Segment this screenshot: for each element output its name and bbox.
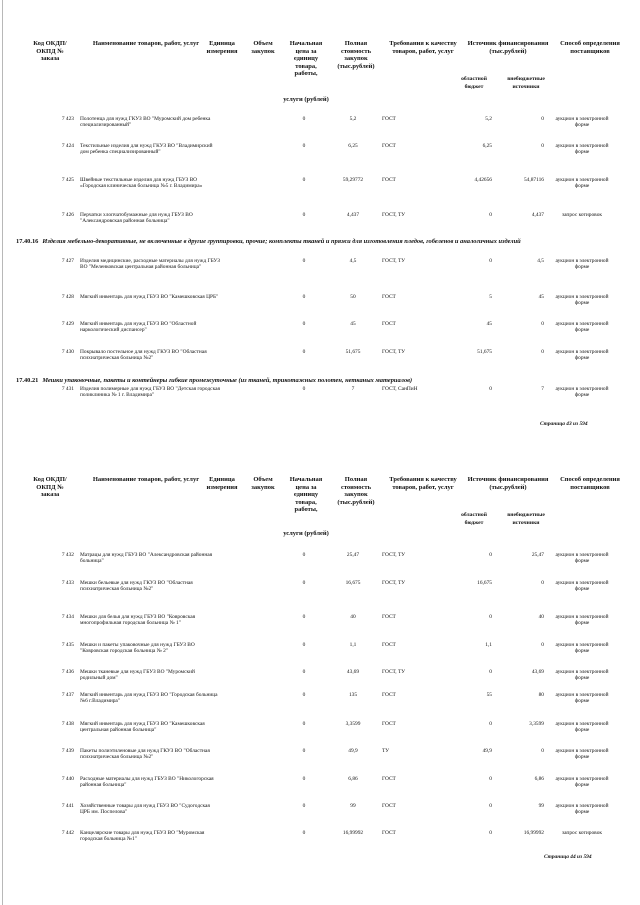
row-price: 0 (302, 776, 306, 782)
row-method: аукцион в электронной форме (555, 177, 609, 190)
row-name: Матрацы для нужд ГБУЗ ВО "Александровская районная больница" (80, 552, 213, 565)
header-requirements: Требования к качеству товаров, работ, услуг (389, 476, 457, 491)
row-total: 25,47 (346, 552, 360, 558)
row-obl-budget: 0 (489, 669, 492, 675)
row-price: 0 (302, 748, 306, 754)
row-price: 0 (302, 349, 306, 355)
header-name: Наименование товаров, работ, услуг (92, 476, 200, 483)
row-method: аукцион в электронной форме (555, 669, 609, 682)
row-price: 0 (302, 803, 306, 809)
row-method: аукцион в электронной форме (555, 614, 609, 627)
row-total: 40 (350, 614, 356, 620)
row-total: 4,5 (349, 258, 357, 264)
row-name: Перчатки хлопчатобумажные для нужд ГБУЗ ВО "Александровская районная больница" (80, 212, 193, 225)
row-price: 0 (302, 386, 306, 392)
row-price: 0 (302, 258, 306, 264)
document-page-44 (0, 468, 640, 905)
row-number: 7 425 (61, 177, 74, 183)
row-number: 7 426 (61, 212, 74, 218)
header-name: Наименование товаров, работ, услуг (92, 40, 200, 47)
row-number: 7 434 (61, 614, 74, 620)
row-number: 7 429 (61, 321, 74, 327)
row-method: аукцион в электронной форме (555, 721, 609, 734)
row-ext-sources: 0 (541, 349, 544, 355)
row-obl-budget: 0 (489, 614, 492, 620)
header-source-ext: внебюджетные источники (507, 512, 545, 526)
row-price: 0 (302, 294, 306, 300)
row-requirements: ГОСТ (382, 614, 396, 620)
row-price: 0 (302, 177, 306, 183)
page-number: Страница 43 из 594 (540, 421, 588, 427)
row-ext-sources: 16,99992 (523, 830, 544, 836)
header-source-ext: внебюджетные источники (507, 76, 545, 90)
header-method: Способ определения поставщиков (560, 476, 620, 491)
row-obl-budget: 16,675 (477, 580, 492, 586)
row-number: 7 433 (61, 580, 74, 586)
row-obl-budget: 5,2 (485, 116, 492, 122)
row-requirements: ГОСТ, ТУ (382, 669, 406, 675)
row-total: 43,69 (346, 669, 360, 675)
row-method: аукцион в электронной форме (555, 692, 609, 705)
header-code: Код ОКДП/ ОКПД № заказа (33, 476, 67, 499)
row-name: Мешки и пакеты упаковочные для нужд ГБУЗ ВО "Ковровская городская больница № 2" (80, 642, 195, 655)
group-code: 17.40.16 (16, 238, 39, 245)
row-method: запрос котировок (561, 212, 603, 218)
row-ext-sources: 0 (541, 321, 544, 327)
row-name: Мягкий инвентарь для нужд ГБУЗ ВО "Камешковская центральная районная больница" (80, 721, 205, 734)
header-requirements: Требования к качеству товаров, работ, услуг (389, 40, 457, 55)
row-total: 16,99992 (342, 830, 364, 836)
row-ext-sources: 45 (538, 294, 544, 300)
group-title: Мешки упаковочные, пакеты и контейнеры гибкие промежуточные (из тканей, трикотажных полотен, нетканых материалов) (42, 377, 413, 384)
row-requirements: ГОСТ (382, 294, 396, 300)
row-obl-budget: 0 (489, 803, 492, 809)
row-name: Хозяйственные товары для нужд ГБУЗ ВО "Судогодская ЦРБ им. Поспелова" (80, 803, 210, 816)
row-name: Мягкий инвентарь для нужд ГБУЗ ВО "Городская больница №6 г.Владимира" (80, 692, 218, 705)
row-number: 7 438 (61, 721, 74, 727)
row-price: 0 (302, 669, 306, 675)
row-obl-budget: 6,25 (482, 143, 492, 149)
header-code: Код ОКДП/ ОКПД № заказа (33, 40, 67, 63)
row-method: аукцион в электронной форме (555, 294, 609, 307)
row-obl-budget: 55 (486, 692, 492, 698)
row-price: 0 (302, 721, 306, 727)
row-method: аукцион в электронной форме (555, 803, 609, 816)
row-total: 59,29772 (342, 177, 364, 183)
row-total: 51,675 (345, 349, 361, 355)
row-obl-budget: 5 (489, 294, 492, 300)
row-requirements: ГОСТ (382, 143, 396, 149)
row-total: 99 (350, 803, 356, 809)
row-price: 0 (302, 143, 306, 149)
row-ext-sources: 4,5 (537, 258, 544, 264)
row-requirements: ГОСТ (382, 692, 396, 698)
row-requirements: ГОСТ (382, 642, 396, 648)
document-page-43 (0, 0, 640, 440)
row-requirements: ГОСТ (382, 721, 396, 727)
row-obl-budget: 0 (489, 830, 492, 836)
row-name: Пакеты полиэтиленовые для нужд ГКУЗ ВО "Областная психиатрическая больница №2" (80, 748, 210, 761)
header-source-obl: областной бюджет (461, 76, 487, 90)
row-obl-budget: 4,42656 (474, 177, 492, 183)
header-services: услуги (рублей) (283, 96, 329, 103)
row-ext-sources: 0 (541, 116, 544, 122)
header-volume: Объем закупок (251, 476, 275, 491)
row-number: 7 428 (61, 294, 74, 300)
row-method: аукцион в электронной форме (555, 143, 609, 156)
row-ext-sources: 80 (538, 692, 544, 698)
header-volume: Объем закупок (251, 40, 275, 55)
row-ext-sources: 40 (538, 614, 544, 620)
row-price: 0 (302, 116, 306, 122)
row-total: 135 (348, 692, 358, 698)
group-heading (16, 377, 616, 384)
row-number: 7 442 (61, 830, 74, 836)
row-total: 45 (350, 321, 356, 327)
row-obl-budget: 45 (486, 321, 492, 327)
row-number: 7 441 (61, 803, 74, 809)
row-method: аукцион в электронной форме (555, 776, 609, 789)
row-name: Покрывало постельное для нужд ГКУЗ ВО "Областная психиатрическая больница №2" (80, 349, 207, 362)
group-code: 17.40.21 (16, 377, 39, 384)
header-unit: Единица измерения (206, 40, 238, 55)
row-total: 4,437 (346, 212, 360, 218)
row-ext-sources: 25,47 (531, 552, 544, 558)
row-name: Мешки тканевые для нужд ГБУЗ ВО "Муромский родильный дом" (80, 669, 195, 682)
row-method: аукцион в электронной форме (555, 642, 609, 655)
header-method: Способ определения поставщиков (560, 40, 620, 55)
row-number: 7 424 (61, 143, 74, 149)
header-price: Начальная цена за единицу товара, работы, (289, 476, 323, 514)
row-name: Мешки бельевые для нужд ГКУЗ ВО "Областная психиатрическая больница №2" (80, 580, 193, 593)
row-obl-budget: 49,9 (482, 748, 492, 754)
row-obl-budget: 1,1 (485, 642, 492, 648)
header-total: Полная стоимость закупок (тыс.рублей) (337, 40, 375, 70)
row-number: 7 437 (61, 692, 74, 698)
row-requirements: ГОСТ (382, 116, 396, 122)
row-price: 0 (302, 614, 306, 620)
row-method: аукцион в электронной форме (555, 321, 609, 334)
row-number: 7 436 (61, 669, 74, 675)
row-obl-budget: 0 (489, 212, 492, 218)
row-obl-budget: 0 (489, 721, 492, 727)
row-obl-budget: 0 (489, 776, 492, 782)
row-price: 0 (302, 321, 306, 327)
row-ext-sources: 0 (541, 748, 544, 754)
row-ext-sources: 43,69 (531, 669, 544, 675)
row-method: аукцион в электронной форме (555, 258, 609, 271)
row-method: запрос котировок (561, 830, 603, 836)
row-name: Изделия медицинские, расходные материалы для нужд ГБУЗ ВО "Меленковская центральная районная больница" (80, 258, 220, 271)
row-name: Текстильные изделия для нужд ГКУЗ ВО "Владимирский дом ребенка специализированный" (80, 143, 213, 156)
header-source-obl: областной бюджет (461, 512, 487, 526)
row-method: аукцион в электронной форме (555, 116, 609, 129)
row-requirements: ГОСТ (382, 321, 396, 327)
row-ext-sources: 0 (541, 143, 544, 149)
row-obl-budget: 0 (489, 386, 492, 392)
row-requirements: ГОСТ (382, 830, 396, 836)
row-total: 6,86 (348, 776, 358, 782)
row-name: Канцелярские товары для нужд ГБУЗ ВО "Муромская городская больница №1" (80, 830, 205, 843)
row-ext-sources: 99 (538, 803, 544, 809)
row-name: Изделия полимерные для нужд ГБУЗ ВО "Детская городская поликлиника № 1 г. Владимира" (80, 386, 220, 399)
row-method: аукцион в электронной форме (555, 552, 609, 565)
row-method: аукцион в электронной форме (555, 580, 609, 593)
row-total: 7 (351, 386, 355, 392)
row-obl-budget: 0 (489, 258, 492, 264)
row-method: аукцион в электронной форме (555, 386, 609, 399)
row-number: 7 435 (61, 642, 74, 648)
row-requirements: ГОСТ, ТУ (382, 349, 406, 355)
row-requirements: ГОСТ, СанПиН (382, 386, 418, 392)
row-total: 3,3599 (345, 721, 361, 727)
row-requirements: ГОСТ (382, 776, 396, 782)
header-unit: Единица измерения (206, 476, 238, 491)
header-services: услуги (рублей) (283, 530, 329, 537)
row-method: аукцион в электронной форме (555, 349, 609, 362)
row-obl-budget: 0 (489, 552, 492, 558)
row-ext-sources: 6,86 (534, 776, 544, 782)
group-title: Изделия мебельно-декоративные, не включенные в другие группировки, прочие; комплекты тканей и пряжи для изготовления пледов, гобеленов и аналогичных изделий (42, 238, 521, 245)
row-number: 7 423 (61, 116, 74, 122)
row-method: аукцион в электронной форме (555, 748, 609, 761)
row-requirements: ГОСТ, ТУ (382, 580, 406, 586)
row-requirements: ГОСТ (382, 177, 396, 183)
row-obl-budget: 51,675 (477, 349, 492, 355)
row-number: 7 432 (61, 552, 74, 558)
group-heading (16, 238, 616, 245)
row-number: 7 440 (61, 776, 74, 782)
row-name: Мешки для белья для нужд ГБУЗ ВО "Ковровская многопрофильная городская больница № 1" (80, 614, 196, 627)
row-number: 7 430 (61, 349, 74, 355)
row-ext-sources: 0 (541, 642, 544, 648)
row-number: 7 427 (61, 258, 74, 264)
header-price: Начальная цена за единицу товара, работы, (289, 40, 323, 78)
row-total: 49,9 (348, 748, 358, 754)
header-source: Источник финансирования (тыс.рублей) (467, 40, 549, 55)
row-ext-sources: 4,437 (531, 212, 544, 218)
row-requirements: ГОСТ (382, 803, 396, 809)
row-name: Мягкий инвентарь для нужд ГБУЗ ВО "Камешковская ЦРБ" (80, 294, 219, 300)
row-price: 0 (302, 212, 306, 218)
row-total: 16,675 (345, 580, 361, 586)
row-total: 5,2 (349, 116, 357, 122)
header-source: Источник финансирования (тыс.рублей) (467, 476, 549, 491)
header-total: Полная стоимость закупок (тыс.рублей) (337, 476, 375, 506)
row-price: 0 (302, 552, 306, 558)
row-requirements: ГОСТ, ТУ (382, 212, 406, 218)
row-total: 6,25 (348, 143, 358, 149)
row-number: 7 431 (61, 386, 74, 392)
row-requirements: ГОСТ, ТУ (382, 258, 406, 264)
row-requirements: ГОСТ, ТУ (382, 552, 406, 558)
row-total: 1,1 (349, 642, 357, 648)
row-price: 0 (302, 642, 306, 648)
row-requirements: ТУ (382, 748, 390, 754)
row-price: 0 (302, 692, 306, 698)
row-number: 7 439 (61, 748, 74, 754)
row-price: 0 (302, 580, 306, 586)
row-total: 50 (350, 294, 356, 300)
row-ext-sources: 54,87116 (523, 177, 544, 183)
row-name: Швейные текстильные изделия для нужд ГБУЗ ВО «Городская клиническая больница №5 г. Владимира» (80, 177, 203, 190)
page-number: Страница 44 из 594 (544, 854, 592, 860)
row-ext-sources: 7 (541, 386, 544, 392)
row-ext-sources: 0 (541, 580, 544, 586)
row-price: 0 (302, 830, 306, 836)
row-ext-sources: 3,3599 (529, 721, 544, 727)
row-name: Полотенца для нужд ГКУЗ ВО "Муромский дом ребенка специализированный" (80, 116, 211, 129)
row-name: Мягкий инвентарь для нужд ГБУЗ ВО "Областной наркологический диспансер" (80, 321, 197, 334)
row-name: Расходные материалы для нужд ГБУЗ ВО "Никологорская районная больница" (80, 776, 214, 789)
